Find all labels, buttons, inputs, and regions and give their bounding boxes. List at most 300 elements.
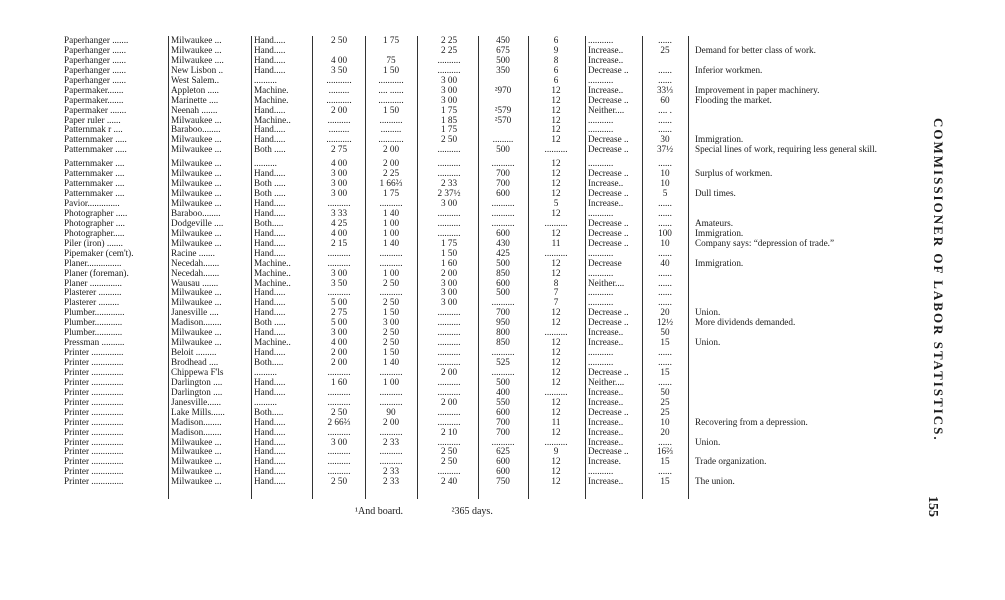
yearly-earnings-cell: 500 — [496, 258, 510, 268]
remarks-cell: Surplus of workmen. — [695, 169, 773, 179]
occupation-cell: Printer .............. — [64, 447, 124, 457]
location-cell: Milwaukee ... — [171, 467, 222, 477]
method-cell: Hand..... — [254, 55, 286, 65]
wage-change-cell: Increase.. — [588, 437, 624, 447]
remarks-cell: Company says: “depression of trade.” — [695, 238, 835, 248]
remarks-cell: Special lines of work, requiring less general skill. — [695, 145, 877, 155]
wage-change-cell: Decrease .. — [588, 135, 629, 145]
yearly-earnings-cell: 700 — [496, 427, 510, 437]
column-rule — [312, 36, 313, 499]
location-cell: Necedah....... — [171, 258, 220, 268]
months-employed-cell: .......... — [544, 437, 568, 447]
method-cell: Machine.. — [254, 258, 291, 268]
max-wage-cell: 3 00 — [330, 437, 348, 447]
wage-change-cell: ........... — [588, 115, 614, 125]
method-cell: Hand..... — [254, 298, 286, 308]
min-wage-cell: 1 50 — [382, 105, 400, 115]
wage-change-cell: ........... — [588, 348, 614, 358]
method-cell: Hand..... — [254, 328, 286, 338]
method-cell: Hand..... — [254, 65, 286, 75]
method-cell: Hand..... — [254, 45, 286, 55]
table-row — [0, 318, 890, 328]
yearly-earnings-cell: .......... — [491, 348, 515, 358]
occupation-cell: Printer .............. — [64, 348, 124, 358]
wage-change-cell: Neither.... — [588, 105, 625, 115]
avg-wage-cell: 1 50 — [440, 248, 458, 258]
avg-wage-cell: .......... — [437, 377, 461, 387]
avg-wage-cell: .......... — [437, 328, 461, 338]
min-wage-cell: 2 50 — [382, 278, 400, 288]
months-employed-cell: 12 — [551, 467, 561, 477]
max-wage-cell: 3 00 — [330, 328, 348, 338]
max-wage-cell: 4 25 — [330, 218, 348, 228]
max-wage-cell: ........... — [326, 95, 352, 105]
change-percent-cell: ...... — [658, 65, 672, 75]
remarks-cell: Union. — [695, 437, 721, 447]
occupation-cell: Photographer .... — [64, 218, 125, 228]
table-row — [0, 259, 890, 269]
max-wage-cell: 2 66⅔ — [327, 417, 351, 427]
avg-wage-cell: 1 75 — [440, 238, 458, 248]
wage-change-cell: Decrease — [588, 258, 622, 268]
max-wage-cell: .......... — [327, 288, 351, 298]
table-row — [0, 169, 890, 179]
method-cell: Hand..... — [254, 105, 286, 115]
yearly-earnings-cell: 600 — [496, 457, 510, 467]
min-wage-cell: .......... — [379, 199, 403, 208]
table-row — [0, 36, 890, 46]
min-wage-cell: ........... — [378, 95, 404, 105]
change-percent-cell: 15 — [660, 477, 670, 487]
table-row — [0, 209, 890, 219]
change-percent-cell: ...... — [658, 278, 672, 288]
wage-change-cell: Increase.. — [588, 85, 624, 95]
occupation-cell: Planer (foreman). — [64, 268, 129, 278]
wage-change-cell: Decrease .. — [588, 238, 629, 248]
location-cell: New Lisbon .. — [171, 65, 224, 75]
yearly-earnings-cell: 950 — [496, 318, 510, 328]
occupation-cell: Printer .............. — [64, 477, 124, 487]
wage-change-cell: Increase.. — [588, 199, 624, 208]
change-percent-cell: 37½ — [656, 145, 674, 155]
max-wage-cell: 2 15 — [330, 238, 348, 248]
min-wage-cell: .......... — [379, 387, 403, 397]
wage-change-cell: Decrease .. — [588, 447, 629, 457]
change-percent-cell: 25 — [660, 407, 670, 417]
column-rule — [528, 36, 529, 499]
location-cell: Milwaukee ... — [171, 338, 222, 348]
method-cell: Machine. — [254, 95, 289, 105]
avg-wage-cell: .......... — [437, 159, 461, 169]
min-wage-cell: 1 75 — [382, 189, 400, 199]
avg-wage-cell: .......... — [437, 65, 461, 75]
avg-wage-cell: 2 40 — [440, 477, 458, 487]
yearly-earnings-cell: .......... — [491, 218, 515, 228]
occupation-cell: Patternmak r .... — [64, 125, 123, 135]
remarks-cell: Flooding the market. — [695, 95, 772, 105]
avg-wage-cell: 1 75 — [440, 105, 458, 115]
column-rule — [642, 36, 643, 499]
location-cell: Appleton ..... — [171, 85, 219, 95]
table-row — [0, 145, 890, 155]
change-percent-cell: 60 — [660, 95, 670, 105]
avg-wage-cell: 1 75 — [440, 125, 458, 135]
yearly-earnings-cell: .......... — [491, 159, 515, 169]
wage-change-cell: Decrease .. — [588, 228, 629, 238]
occupation-cell: Paperhanger ...... — [64, 75, 126, 85]
change-percent-cell: 12½ — [656, 318, 674, 328]
months-employed-cell: 12 — [551, 115, 561, 125]
page-number: 155 — [925, 496, 940, 517]
yearly-earnings-cell: 800 — [496, 328, 510, 338]
table-row — [0, 66, 890, 76]
location-cell: Milwaukee ... — [171, 199, 222, 208]
table-row — [0, 428, 890, 438]
avg-wage-cell: .......... — [437, 218, 461, 228]
remarks-cell: Improvement in paper machinery. — [695, 85, 820, 95]
months-employed-cell: 12 — [551, 397, 561, 407]
change-percent-cell: ...... — [658, 36, 672, 45]
min-wage-cell: 1 40 — [382, 238, 400, 248]
remarks-cell: Inferior workmen. — [695, 65, 763, 75]
months-employed-cell: 12 — [551, 135, 561, 145]
yearly-earnings-cell: 700 — [496, 308, 510, 318]
yearly-earnings-cell: 850 — [496, 338, 510, 348]
location-cell: Marinette .... — [171, 95, 219, 105]
remarks-cell: Immigration. — [695, 228, 744, 238]
wage-change-cell: Neither.... — [588, 377, 625, 387]
wage-change-cell: Increase.. — [588, 328, 624, 338]
yearly-earnings-cell: .......... — [491, 367, 515, 377]
method-cell: Hand..... — [254, 387, 286, 397]
occupation-cell: Printer .............. — [64, 407, 124, 417]
footnotes — [355, 506, 539, 517]
yearly-earnings-cell: 700 — [496, 417, 510, 427]
min-wage-cell: 1 40 — [382, 208, 400, 218]
location-cell: Milwaukee ... — [171, 328, 222, 338]
months-employed-cell: .......... — [544, 145, 568, 155]
location-cell: Lake Mills...... — [171, 407, 225, 417]
location-cell: Darlington .... — [171, 377, 223, 387]
months-employed-cell: 12 — [551, 477, 561, 487]
remarks-cell: Immigration. — [695, 135, 744, 145]
months-employed-cell: 11 — [551, 238, 561, 248]
max-wage-cell: .......... — [327, 447, 351, 457]
change-percent-cell: 10 — [660, 179, 670, 189]
location-cell: Milwaukee ... — [171, 45, 222, 55]
location-cell: Milwaukee ... — [171, 238, 222, 248]
wage-change-cell: Decrease .. — [588, 407, 629, 417]
occupation-cell: Printer .............. — [64, 397, 124, 407]
max-wage-cell: .......... — [327, 248, 351, 258]
months-employed-cell: 12 — [551, 95, 561, 105]
max-wage-cell: .......... — [327, 387, 351, 397]
change-percent-cell: 15 — [660, 367, 670, 377]
avg-wage-cell: 2 00 — [440, 397, 458, 407]
wage-change-cell: Increase.. — [588, 477, 624, 487]
occupation-cell: Patternmaker .... — [64, 189, 125, 199]
column-rule — [688, 36, 689, 499]
change-percent-cell: ...... — [658, 377, 672, 387]
table-row — [0, 408, 890, 418]
table-row — [0, 298, 890, 308]
table-row — [0, 76, 890, 86]
occupation-cell: Pavior.............. — [64, 199, 120, 208]
occupation-cell: Papermaker ....... — [64, 105, 127, 115]
min-wage-cell: 2 33 — [382, 437, 400, 447]
yearly-earnings-cell: 700 — [496, 169, 510, 179]
min-wage-cell: 3 00 — [382, 318, 400, 328]
location-cell: Necedah....... — [171, 268, 220, 278]
method-cell: Machine. — [254, 85, 289, 95]
max-wage-cell: .......... — [327, 467, 351, 477]
table-row — [0, 348, 890, 358]
max-wage-cell: 3 00 — [330, 189, 348, 199]
min-wage-cell: 1 00 — [382, 268, 400, 278]
avg-wage-cell: 2 33 — [440, 179, 458, 189]
months-employed-cell: 12 — [551, 125, 561, 135]
wage-change-cell: ........... — [588, 36, 614, 45]
yearly-earnings-cell: .......... — [491, 199, 515, 208]
yearly-earnings-cell: 400 — [496, 387, 510, 397]
location-cell: Beloit ......... — [171, 348, 217, 358]
max-wage-cell: 3 50 — [330, 278, 348, 288]
yearly-earnings-cell: 675 — [496, 45, 510, 55]
min-wage-cell: .......... — [379, 367, 403, 377]
occupation-cell: Plumber............ — [64, 318, 123, 328]
min-wage-cell: 2 50 — [382, 298, 400, 308]
months-employed-cell: 9 — [553, 45, 559, 55]
location-cell: Milwaukee ... — [171, 135, 222, 145]
location-cell: West Salem.. — [171, 75, 219, 85]
yearly-earnings-cell: .......... — [491, 298, 515, 308]
avg-wage-cell: 3 00 — [440, 288, 458, 298]
column-rule — [585, 36, 586, 499]
method-cell: Both..... — [254, 407, 284, 417]
change-percent-cell: ...... — [658, 348, 672, 358]
method-cell: Hand..... — [254, 437, 286, 447]
yearly-earnings-cell: 500 — [496, 55, 510, 65]
max-wage-cell: .......... — [327, 199, 351, 208]
wage-change-cell: ........... — [588, 467, 614, 477]
location-cell: Baraboo........ — [171, 208, 221, 218]
change-percent-cell: 10 — [660, 238, 670, 248]
table-row — [0, 116, 890, 126]
method-cell: Hand..... — [254, 308, 286, 318]
location-cell: Milwaukee ... — [171, 145, 222, 155]
min-wage-cell: 1 50 — [382, 308, 400, 318]
location-cell: Janesville...... — [171, 397, 222, 407]
table-row — [0, 229, 890, 239]
avg-wage-cell: .......... — [437, 407, 461, 417]
wage-change-cell: ........... — [588, 288, 614, 298]
months-employed-cell: .......... — [544, 218, 568, 228]
avg-wage-cell: 2 10 — [440, 427, 458, 437]
wage-change-cell: ........... — [588, 298, 614, 308]
avg-wage-cell: .......... — [437, 145, 461, 155]
yearly-earnings-cell: ²570 — [494, 115, 512, 125]
max-wage-cell: 4 00 — [330, 159, 348, 169]
yearly-earnings-cell: 500 — [496, 145, 510, 155]
min-wage-cell: .... ...... — [378, 85, 404, 95]
yearly-earnings-cell: 600 — [496, 407, 510, 417]
yearly-earnings-cell: ²970 — [494, 85, 512, 95]
change-percent-cell: ...... — [658, 298, 672, 308]
min-wage-cell: 2 00 — [382, 159, 400, 169]
table-row — [0, 125, 890, 135]
method-cell: Both ..... — [254, 179, 286, 189]
wage-change-cell: Decrease .. — [588, 65, 629, 75]
table-row — [0, 328, 890, 338]
table-row — [0, 358, 890, 368]
months-employed-cell: 8 — [553, 55, 559, 65]
table-row — [0, 159, 890, 169]
months-employed-cell: 12 — [551, 348, 561, 358]
occupation-cell: Patternmaker .... — [64, 179, 125, 189]
location-cell: Racine ....... — [171, 248, 215, 258]
footnote: ¹And board. — [355, 506, 403, 517]
wage-change-cell: Increase.. — [588, 338, 624, 348]
max-wage-cell: 2 00 — [330, 348, 348, 358]
avg-wage-cell: 2 25 — [440, 45, 458, 55]
avg-wage-cell: .......... — [437, 348, 461, 358]
occupation-cell: Plasterer ......... — [64, 298, 120, 308]
max-wage-cell: 2 50 — [330, 407, 348, 417]
yearly-earnings-cell: 850 — [496, 268, 510, 278]
occupation-cell: Printer .............. — [64, 437, 124, 447]
wage-change-cell: ........... — [588, 125, 614, 135]
table-row — [0, 457, 890, 467]
yearly-earnings-cell: 430 — [496, 238, 510, 248]
months-employed-cell: 12 — [551, 338, 561, 348]
table-row — [0, 179, 890, 189]
avg-wage-cell: .......... — [437, 169, 461, 179]
table-row — [0, 239, 890, 249]
location-cell: Madison........ — [171, 318, 222, 328]
max-wage-cell: .......... — [327, 258, 351, 268]
yearly-earnings-cell: 600 — [496, 189, 510, 199]
months-employed-cell: 6 — [553, 36, 559, 45]
location-cell: Neenah ....... — [171, 105, 218, 115]
yearly-earnings-cell: 425 — [496, 248, 510, 258]
method-cell: .......... — [254, 159, 277, 169]
min-wage-cell: .......... — [379, 427, 403, 437]
min-wage-cell: .......... — [379, 397, 403, 407]
location-cell: Wausau ....... — [171, 278, 219, 288]
location-cell: Milwaukee ... — [171, 228, 222, 238]
min-wage-cell: .......... — [379, 248, 403, 258]
min-wage-cell: 90 — [386, 407, 396, 417]
yearly-earnings-cell: 500 — [496, 377, 510, 387]
avg-wage-cell: .......... — [437, 358, 461, 367]
occupation-cell: Pressman .......... — [64, 338, 125, 348]
months-employed-cell: 12 — [551, 169, 561, 179]
column-rule — [478, 36, 479, 499]
change-percent-cell: ...... — [658, 358, 672, 367]
change-percent-cell: ...... — [658, 115, 672, 125]
location-cell: Milwaukee ... — [171, 169, 222, 179]
max-wage-cell: 2 50 — [330, 36, 348, 45]
method-cell: Hand..... — [254, 169, 286, 179]
months-employed-cell: 12 — [551, 457, 561, 467]
yearly-earnings-cell: 750 — [496, 477, 510, 487]
min-wage-cell: 2 33 — [382, 467, 400, 477]
occupation-cell: Printer .............. — [64, 377, 124, 387]
avg-wage-cell: .......... — [437, 228, 461, 238]
wage-change-cell: ........... — [588, 208, 614, 218]
remarks-cell: More dividends demanded. — [695, 318, 796, 328]
wage-change-cell: Increase.. — [588, 45, 624, 55]
change-percent-cell: 25 — [660, 45, 670, 55]
min-wage-cell: 1 50 — [382, 348, 400, 358]
min-wage-cell: 1 50 — [382, 65, 400, 75]
wage-change-cell: Increase.. — [588, 427, 624, 437]
change-percent-cell: 20 — [660, 427, 670, 437]
avg-wage-cell: 1 85 — [440, 115, 458, 125]
avg-wage-cell: .......... — [437, 467, 461, 477]
table-row — [0, 219, 890, 229]
change-percent-cell: 100 — [658, 228, 672, 238]
yearly-earnings-cell: .......... — [491, 208, 515, 218]
avg-wage-cell: 2 50 — [440, 135, 458, 145]
method-cell: Hand..... — [254, 135, 286, 145]
avg-wage-cell: 1 60 — [440, 258, 458, 268]
table-row — [0, 308, 890, 318]
location-cell: Darlington .... — [171, 387, 223, 397]
wage-change-cell: Increase.. — [588, 179, 624, 189]
avg-wage-cell: 2 00 — [440, 367, 458, 377]
method-cell: Both ..... — [254, 318, 286, 328]
change-percent-cell: 20 — [660, 308, 670, 318]
method-cell: Hand..... — [254, 208, 286, 218]
table-row — [0, 269, 890, 279]
table-row — [0, 96, 890, 106]
min-wage-cell: .......... — [379, 447, 403, 457]
change-percent-cell: 50 — [660, 387, 670, 397]
change-percent-cell: ...... — [658, 467, 672, 477]
change-percent-cell: 15 — [660, 338, 670, 348]
occupation-cell: Printer .............. — [64, 417, 124, 427]
avg-wage-cell: 3 00 — [440, 85, 458, 95]
table-row — [0, 249, 890, 259]
wage-change-cell: Neither.... — [588, 278, 625, 288]
min-wage-cell: 2 50 — [382, 328, 400, 338]
yearly-earnings-cell: 600 — [496, 467, 510, 477]
method-cell: .......... — [254, 397, 277, 407]
occupation-cell: Paperhanger ....... — [64, 36, 129, 45]
min-wage-cell: 1 00 — [382, 228, 400, 238]
yearly-earnings-cell: 525 — [496, 358, 510, 367]
location-cell: Milwaukee ... — [171, 477, 222, 487]
avg-wage-cell: 3 00 — [440, 278, 458, 288]
remarks-cell: Dull times. — [695, 189, 736, 199]
max-wage-cell: 3 00 — [330, 179, 348, 189]
location-cell: Milwaukee ... — [171, 179, 222, 189]
table-row — [0, 388, 890, 398]
months-employed-cell: .......... — [544, 387, 568, 397]
months-employed-cell: 9 — [553, 447, 559, 457]
months-employed-cell: 12 — [551, 268, 561, 278]
location-cell: Milwaukee .... — [171, 55, 224, 65]
method-cell: Both ..... — [254, 189, 286, 199]
table-row — [0, 86, 890, 96]
remarks-cell: Immigration. — [695, 258, 744, 268]
min-wage-cell: 2 00 — [382, 417, 400, 427]
max-wage-cell: 3 50 — [330, 65, 348, 75]
occupation-cell: Planer............... — [64, 258, 122, 268]
months-employed-cell: 12 — [551, 358, 561, 367]
method-cell: Machine.. — [254, 115, 291, 125]
